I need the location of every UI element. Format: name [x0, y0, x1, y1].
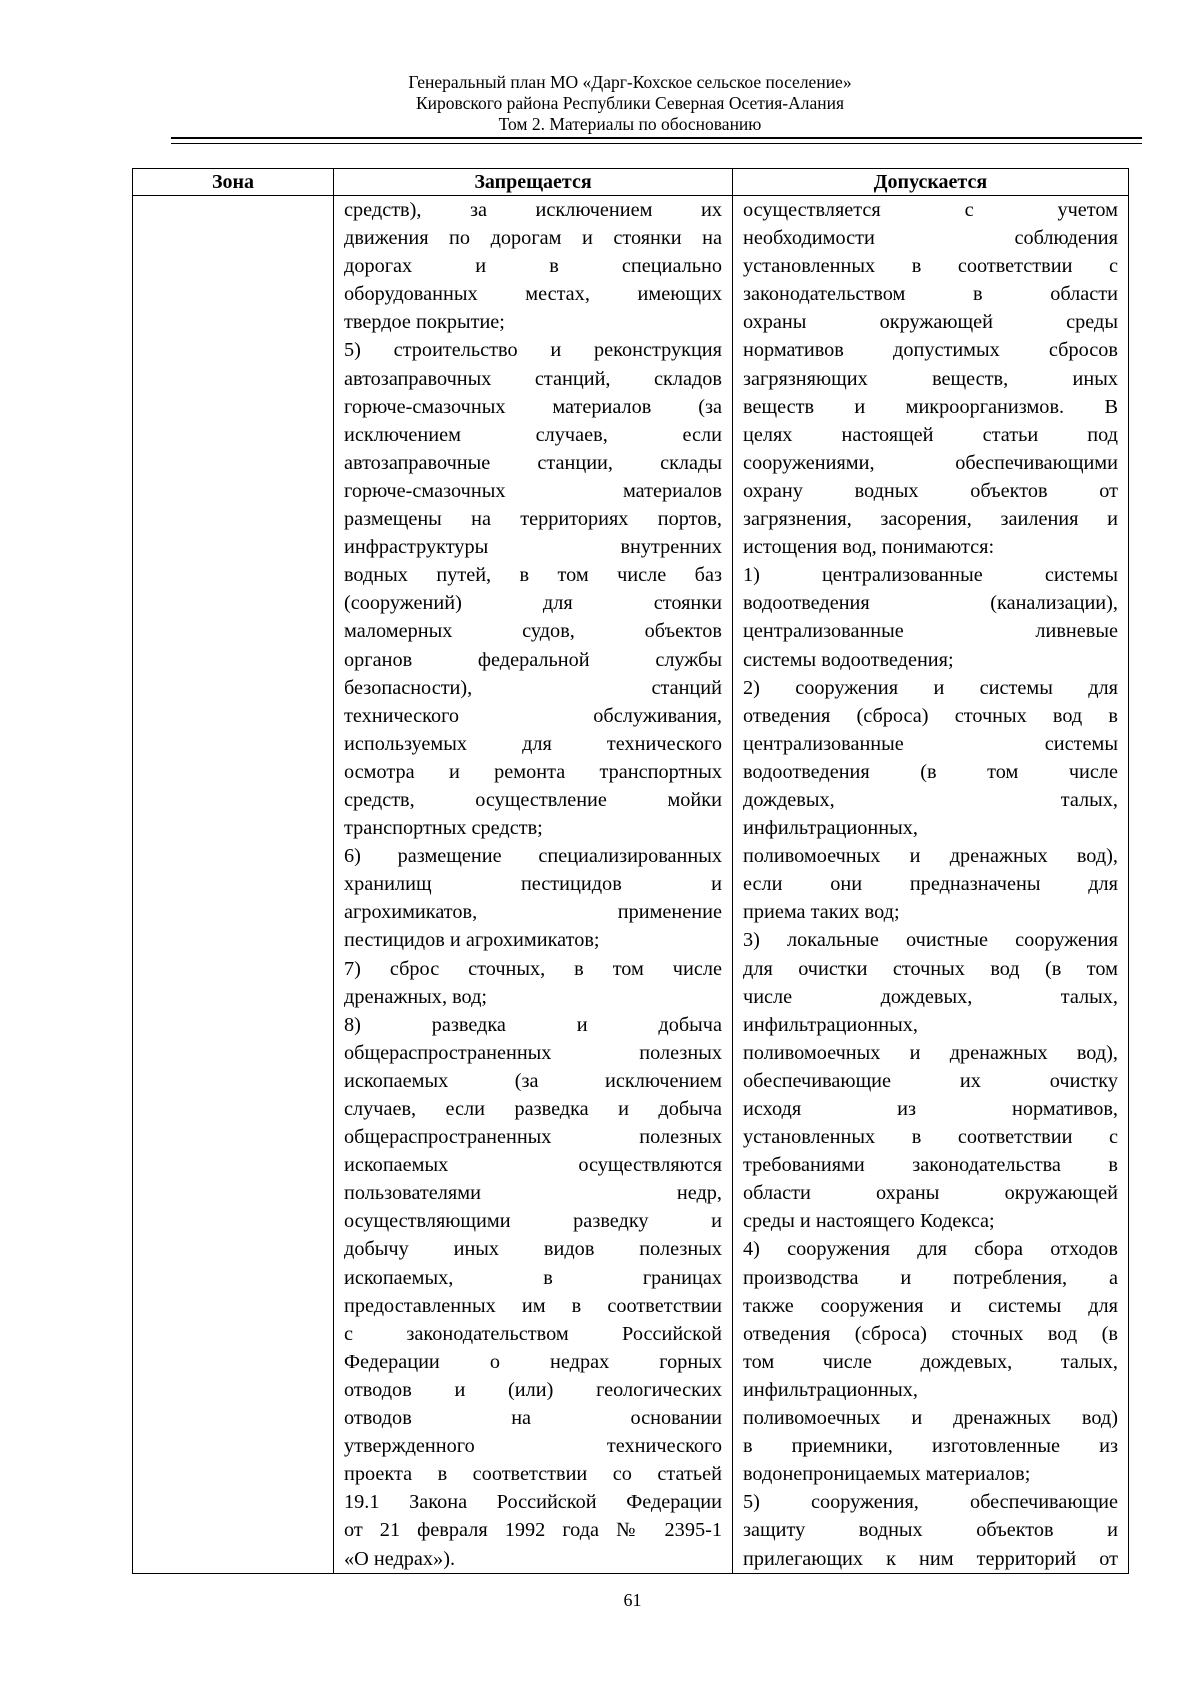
allowed-text-line: области охраны окружающей [743, 1182, 1118, 1205]
forbidden-text-line: общераспространенных полезных [344, 1041, 722, 1064]
forbidden-text-line: оборудованных местах, имеющих [344, 283, 722, 306]
allowed-text-line: дождевых, талых, [743, 788, 1118, 811]
forbidden-text-line: автозаправочные станции, склады [344, 451, 722, 474]
table-row [133, 196, 1129, 1574]
forbidden-text-line: пользователями недр, [344, 1182, 722, 1205]
header-line-2: Кировского района Республики Северная Осетия-Алания [415, 93, 845, 113]
forbidden-text-line: с законодательством Российской [344, 1322, 722, 1345]
allowed-text-line: веществ и микроорганизмов. В [743, 395, 1118, 418]
forbidden-text-line: осмотра и ремонта транспортных [344, 760, 722, 783]
allowed-text-line: поливомоечных и дренажных вод), [743, 1041, 1118, 1064]
forbidden-text-line: движения по дорогам и стоянки на [344, 227, 722, 250]
allowed-text-line: необходимости соблюдения [743, 227, 1118, 250]
forbidden-text-line: случаев, если разведка и добыча [344, 1098, 722, 1120]
allowed-text-line: 5) сооружения, обеспечивающие [743, 1491, 1118, 1514]
forbidden-text-line: средств), за исключением их [344, 199, 722, 221]
forbidden-text-line: размещены на территориях портов, [344, 508, 722, 531]
allowed-text-line: охраны окружающей среды [743, 311, 1118, 334]
table-header-row [133, 169, 1129, 196]
forbidden-text-line: твердое покрытие; [344, 311, 505, 334]
forbidden-text-line: агрохимикатов, применение [344, 901, 722, 924]
allowed-text-line: инфильтрационных, [743, 1378, 918, 1401]
allowed-text-line: нормативов допустимых сбросов [743, 339, 1118, 362]
allowed-text-line: централизованные системы [743, 732, 1118, 755]
forbidden-text-line: используемых для технического [344, 732, 722, 755]
allowed-text-line: загрязнения, засорения, заиления и [743, 508, 1118, 531]
allowed-text-line: исходя из нормативов, [743, 1098, 1118, 1120]
forbidden-text-line: отводов на основании [344, 1407, 722, 1430]
forbidden-text-line: транспортных средств; [344, 817, 543, 840]
forbidden-text-line: отводов и (или) геологических [344, 1378, 722, 1401]
forbidden-text-line: 6) размещение специализированных [344, 845, 722, 868]
allowed-text-line: установленных в соответствии с [743, 255, 1118, 278]
forbidden-text-line: горюче-смазочных материалов [344, 479, 722, 502]
allowed-text-line: также сооружения и системы для [743, 1294, 1118, 1317]
allowed-text-line: поливомоечных и дренажных вод) [743, 1407, 1118, 1430]
forbidden-text-line: предоставленных им в соответствии [344, 1294, 722, 1317]
allowed-text-line: централизованные ливневые [743, 620, 1118, 643]
allowed-text-line: требованиями законодательства в [743, 1154, 1118, 1177]
forbidden-text-line: хранилищ пестицидов и [344, 873, 722, 896]
allowed-text-line: для очистки сточных вод (в том [743, 957, 1118, 980]
allowed-text-line: осуществляется с учетом [743, 199, 1118, 221]
allowed-text-line: отведения (сброса) сточных вод в [743, 704, 1118, 727]
allowed-text-line: защиту водных объектов и [743, 1519, 1118, 1542]
forbidden-text-line: безопасности), станций [344, 676, 722, 699]
allowed-text-line: системы водоотведения; [743, 648, 954, 671]
allowed-text-line: производства и потребления, а [743, 1266, 1118, 1289]
forbidden-text-line: технического обслуживания, [344, 704, 722, 727]
forbidden-text-line: 5) строительство и реконструкция [344, 339, 722, 362]
allowed-text-line: водонепроницаемых материалов; [743, 1463, 1031, 1486]
document-header [170, 72, 1090, 135]
forbidden-text-line: от 21 февраля 1992 года № 2395-1 [344, 1519, 722, 1542]
allowed-text-line: целях настоящей статьи под [743, 423, 1118, 446]
forbidden-text-line: утвержденного технического [344, 1435, 722, 1458]
allowed-cell [733, 196, 1129, 1574]
allowed-text-line: обеспечивающие их очистку [743, 1069, 1118, 1092]
forbidden-text-line: «О недрах»). [344, 1547, 456, 1570]
allowed-text-line: водоотведения (в том числе [743, 760, 1118, 783]
allowed-text-line: том числе дождевых, талых, [743, 1350, 1118, 1373]
forbidden-text-line: дренажных, вод; [344, 985, 488, 1008]
allowed-text-line: приема таких вод; [743, 901, 900, 924]
forbidden-text-line: общераспространенных полезных [344, 1126, 722, 1149]
allowed-text-line: если они предназначены для [743, 873, 1118, 896]
forbidden-text-line: ископаемых (за исключением [344, 1069, 722, 1092]
page-number: 61 [623, 1590, 642, 1610]
allowed-text-line: поливомоечных и дренажных вод), [743, 845, 1118, 868]
header-zone: Зона [133, 169, 334, 196]
allowed-text-line: среды и настоящего Кодекса; [743, 1210, 995, 1233]
forbidden-text-line: маломерных судов, объектов [344, 620, 722, 643]
forbidden-text-line: 19.1 Закона Российской Федерации [344, 1491, 722, 1514]
forbidden-text-line: инфраструктуры внутренних [344, 536, 722, 559]
forbidden-text-line: ископаемых осуществляются [344, 1154, 722, 1177]
allowed-text-line: инфильтрационных, [743, 817, 918, 840]
header-forbidden: Запрещается [334, 169, 733, 196]
forbidden-text-line: автозаправочных станций, складов [344, 367, 722, 390]
header-rule-thick [171, 137, 1142, 139]
allowed-text-line: 3) локальные очистные сооружения [743, 929, 1118, 952]
header-rule-thin [171, 143, 1142, 144]
allowed-text-line: загрязняющих веществ, иных [743, 367, 1118, 390]
allowed-text-line: 2) сооружения и системы для [743, 676, 1118, 699]
forbidden-text-line: (сооружений) для стоянки [344, 592, 722, 615]
forbidden-text-line: проекта в соответствии со статьей [344, 1463, 722, 1486]
forbidden-text-line: осуществляющими разведку и [344, 1210, 722, 1233]
allowed-text-line: водоотведения (канализации), [743, 592, 1118, 615]
forbidden-text-line: 8) разведка и добыча [344, 1013, 722, 1036]
header-line-1: Генеральный план МО «Дарг-Кохское сельское поселение» [408, 72, 852, 92]
allowed-text-line: в приемники, изготовленные из [743, 1435, 1118, 1458]
allowed-text-line: установленных в соответствии с [743, 1126, 1118, 1149]
forbidden-text-line: 7) сброс сточных, в том числе [344, 957, 722, 980]
allowed-text-line: отведения (сброса) сточных вод (в [743, 1322, 1118, 1345]
forbidden-text-line: средств, осуществление мойки [344, 788, 722, 811]
allowed-text-line: 4) сооружения для сбора отходов [743, 1238, 1118, 1261]
allowed-text-line: прилегающих к ним территорий от [743, 1547, 1118, 1570]
forbidden-text-line: Федерации о недрах горных [344, 1350, 722, 1373]
zone-regulations-table [132, 168, 1129, 1574]
header-line-3: Том 2. Материалы по обоснованию [498, 114, 762, 134]
allowed-text-line: сооружениями, обеспечивающими [743, 451, 1118, 474]
header-allowed: Допускается [733, 169, 1129, 196]
allowed-text-line: истощения вод, понимаются: [743, 536, 995, 559]
forbidden-text-line: дорогах и в специально [344, 255, 722, 278]
forbidden-text-line: водных путей, в том числе баз [344, 564, 722, 587]
forbidden-text-line: горюче-смазочных материалов (за [344, 395, 722, 418]
forbidden-text-line: пестицидов и агрохимикатов; [344, 929, 600, 952]
allowed-text-line: охрану водных объектов от [743, 479, 1118, 502]
forbidden-cell [334, 196, 733, 1574]
allowed-text-line: 1) централизованные системы [743, 564, 1118, 587]
forbidden-text-line: органов федеральной службы [344, 648, 722, 671]
allowed-text-line: законодательством в области [743, 283, 1118, 306]
allowed-text-line: инфильтрационных, [743, 1013, 918, 1036]
forbidden-text-line: исключением случаев, если [344, 423, 722, 446]
allowed-text-line: числе дождевых, талых, [743, 985, 1118, 1008]
forbidden-text-line: ископаемых, в границах [344, 1266, 722, 1289]
forbidden-text-line: добычу иных видов полезных [344, 1238, 722, 1261]
zone-cell [133, 196, 334, 1574]
